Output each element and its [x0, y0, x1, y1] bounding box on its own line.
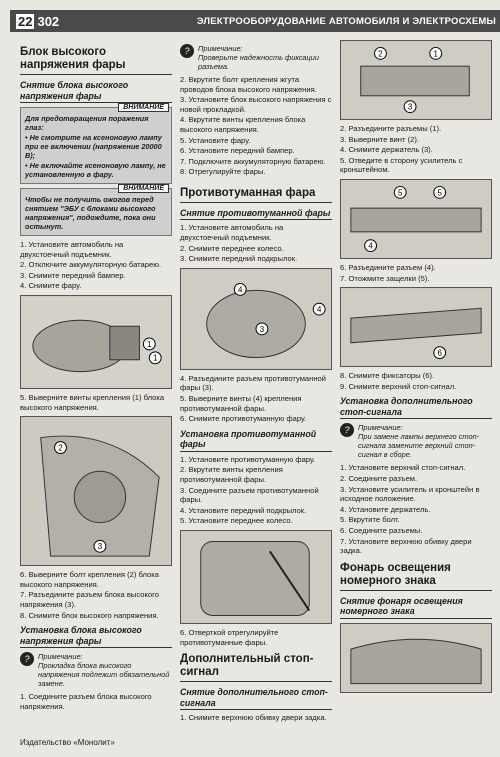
steps-list: 1. Соедините разъем блока высокого напряжения.	[20, 692, 152, 711]
callout-label: 4	[316, 304, 322, 314]
section-title-fog: Противотуманная фара	[180, 186, 316, 199]
chapter-title: ЭЛЕКТРООБОРУДОВАНИЕ АВТОМОБИЛЯ И ЭЛЕКТРОСХЕМЫ	[196, 15, 496, 27]
column-1	[20, 40, 172, 712]
steps-list: 1. Установите верхний стоп-сигнал. 2. Соедините разъем. 3. Установите усилитель и кронштейн в исходное положение. 4. Установите держатель. 5. Вкрутите болт. 6. Соедините разъемы. 7. Установите верхнюю обивку двери задка.	[340, 463, 480, 556]
page-number: 22 302	[18, 13, 60, 29]
figure-stop-clips	[340, 287, 492, 367]
figure-fog-lamp	[180, 268, 332, 370]
section-title-hv-block: Блок высокого напряжения фары	[20, 46, 126, 71]
callout-label: 3	[407, 102, 413, 112]
steps-list: 1. Снимите верхнюю обивку двери задка.	[180, 713, 327, 723]
steps-list: 1. Установите автомобиль на двухстоечный подъемник. 2. Снимите переднее колесо. 3. Снимите передний подкрылок.	[180, 223, 298, 264]
figure-hv-block-bolt	[20, 416, 172, 566]
callout-label: 5	[398, 188, 403, 198]
subsection-title-remove-hv: Снятие блока высокого напряжения фары	[20, 80, 172, 103]
figure-plate-lamp	[340, 623, 492, 693]
callout-label: 3	[259, 324, 265, 334]
callout-label: 1	[433, 49, 438, 59]
question-icon: ?	[180, 44, 194, 58]
section-title-plate: Фонарь освещения номерного знака	[340, 561, 451, 587]
section-title-stop: Дополнительный стоп-сигнал	[180, 653, 314, 679]
subsection-title-install-fog: Установка противотуманной фары	[180, 429, 332, 452]
callout-label: 4	[238, 285, 243, 295]
callout-label: 2	[378, 49, 383, 59]
publisher-footer: Издательство «Монолит»	[20, 738, 115, 747]
column-3	[340, 40, 492, 697]
callout-label: 1	[147, 339, 152, 349]
callout-label: 2	[58, 443, 63, 453]
subsection-title-remove-stop: Снятие дополнительного стоп-сигнала	[180, 687, 332, 710]
steps-list: 2. Разъедините разъемы (1). 3. Выверните винт (2). 4. Снимите держатель (3). 5. Отведите в сторону усилитель с кронштейном.	[340, 124, 463, 175]
callout-label: 1	[153, 353, 158, 363]
steps-list: 1. Установите противотуманную фару. 2. Вкрутите винты крепления противотуманной фары. 3. Соедините разъем противотуманной фары. 4. Установите передний подкрылок. 5. Установите переднее колесо.	[180, 454, 319, 526]
callout-label: 4	[368, 241, 373, 251]
question-icon: ?	[20, 652, 34, 666]
steps-list: 4. Разъедините разъем противотуманной фары (3). 5. Выверните винты (4) крепления противотуманной фары. 6. Снимите противотуманную фару.	[180, 373, 327, 424]
subsection-title-remove-fog: Снятие противотуманной фары	[180, 208, 332, 221]
figure-fog-adjust	[180, 530, 332, 624]
callout-label: 5	[437, 188, 442, 198]
callout-label: 3	[97, 542, 103, 552]
note-box: ? Примечание: Проверьте надежность фиксации разъема.	[180, 44, 332, 71]
note-box: ? Примечание: Прокладка блока высокого напряжения подлежит обязательной замене.	[20, 652, 172, 688]
figure-stop-connectors	[340, 40, 492, 120]
page-header	[10, 10, 500, 32]
note-box: ? Примечание: При замене лампы верхнего стоп-сигнала замените верхний стоп-сигнал в сборе.	[340, 423, 492, 459]
steps-list: 6. Отверткой отрегулируйте противотуманные фары.	[180, 627, 279, 647]
warning-box: ВНИМАНИЕ Чтобы не получить ожогов перед снятием "ЭБУ с блоками высокого напряжения", подождите, пока они остынут.	[20, 188, 172, 236]
warning-box: ВНИМАНИЕ Для предотвращения поражения глаз: • Не смотрите на ксеноновую лампу при ее включении (напряжение 20000 В); • Не включайте ксеноновую лампу, не установленную в фару.	[20, 107, 172, 184]
subsection-title-install-stop: Установка дополнительного стоп-сигнала	[340, 396, 492, 419]
figure-headlamp	[20, 295, 172, 389]
column-2	[180, 40, 332, 724]
callout-label: 6	[437, 348, 442, 358]
steps-list: 1. Установите автомобиль на двухстоечный подъемник. 2. Отключите аккумуляторную батарею. 3. Снимите передний бампер. 4. Снимите фару.	[20, 240, 161, 291]
steps-list: 2. Вкрутите болт крепления жгута проводов блока высокого напряжения. 3. Установите блок высокого напряжения с новой прокладкой. 4. Вкрутите винты крепления блока высокого напряжения. 5. Установите фару. 6. Установите передний бампер. 7. Подключите аккумуляторную батарею. 8. Отрегулируйте фары.	[180, 75, 332, 177]
figure-stop-latches	[340, 179, 492, 259]
subsection-title-remove-plate: Снятие фонаря освещения номерного знака	[340, 596, 492, 619]
steps-list: 8. Снимите фиксаторы (6). 9. Снимите верхний стоп-сигнал.	[340, 371, 457, 391]
question-icon: ?	[340, 423, 354, 437]
steps-list: 6. Выверните болт крепления (2) блока высокого напряжения. 7. Разъедините разъем блока высокого напряжения (3). 8. Снимите блок высокого напряжения.	[20, 570, 159, 620]
steps-list: 6. Разъедините разъем (4). 7. Отожмите защелки (5).	[340, 262, 436, 283]
steps-list: 5. Выверните винты крепления (1) блока высокого напряжения.	[20, 392, 165, 412]
subsection-title-install-hv: Установка блока высокого напряжения фары	[20, 625, 172, 648]
